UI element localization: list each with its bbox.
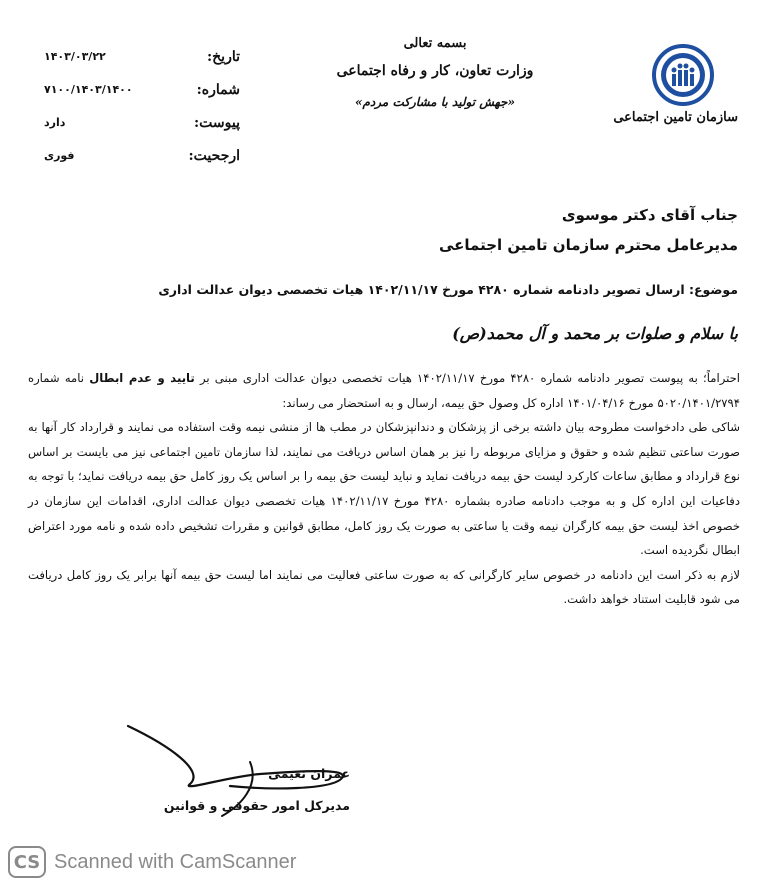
- logo-caption: سازمان تامین اجتماعی: [613, 110, 738, 125]
- date-value: ۱۴۰۳/۰۳/۲۲: [44, 50, 106, 63]
- year-motto: «جهش تولید با مشارکت مردم»: [355, 95, 515, 109]
- recipient-title: مدیرعامل محترم سازمان تامین اجتماعی: [438, 236, 738, 254]
- body-p1-text-b: نامه شماره ۵۰۲۰/۱۴۰۱/۲۷۹۴ مورخ ۱۴۰۱/۰۴/۱۶ اداره کل وصول حق بیمه، ارسال و به استحضار می رساند:: [28, 371, 740, 410]
- signer-name: عمران نعیمی: [268, 766, 350, 781]
- camscanner-watermark: [8, 846, 296, 878]
- bismillah: بسمه تعالی: [403, 36, 467, 51]
- signer-title: مدیرکل امور حقوقی و قوانین: [163, 798, 350, 813]
- greeting: با سلام و صلوات بر محمد و آل محمد(ص): [452, 324, 738, 343]
- meta-date: [40, 40, 240, 73]
- date-label: تاریخ:: [206, 48, 240, 65]
- ministry-heading: [320, 36, 550, 109]
- meta-priority: [40, 139, 240, 172]
- signature-block: [110, 716, 370, 826]
- attachment-value: دارد: [44, 116, 66, 129]
- body-paragraph-2: شاکی طی دادخواست مطروحه بیان داشته برخی از پزشکان و دندانپزشکان در مطب ها از منشی نیمه وقت استفاده می نمایند و قرارداد کار آنها به صورت ساعتی تنظیم شده و حقوق و مزایای مربوطه را نیز بر همان اساس دریافت می نمایند، لذا سازمان تامین اجتماعی نیز می بایست بر اساس نوع قرارداد و مطابق ساعات کارکرد لیست حق بیمه دریافت نماید و نباید لیست حق بیمه را بر اساس یک روز کامل حق بیمه دریافت نماید؛ با توجه به دفاعیات این اداره کل و به موجب دادنامه صادره بشماره ۴۲۸۰ مورخ ۱۴۰۲/۱۱/۱۷ هیات تخصصی دیوان عدالت اداری، اقدامات این سازمان در خصوص اخذ لیست حق بیمه کارگران نیمه وقت یا ساعتی به صورت یک روز کامل، مطابق قوانین و مقررات تشخیص داده شده و نامه مورد اعتراض ابطال نگردیده است.: [28, 420, 740, 558]
- letter-meta: [40, 40, 240, 172]
- ministry-name: وزارت تعاون، کار و رفاه اجتماعی: [336, 63, 534, 79]
- priority-label: ارجحیت:: [188, 147, 240, 164]
- recipient-name: جناب آقای دکتر موسوی: [561, 206, 738, 224]
- body-p1-text-a: احتراماً؛ به پیوست تصویر دادنامه شماره ۴۲۸۰ مورخ ۱۴۰۲/۱۱/۱۷ هیات تخصصی دیوان عدالت اداری مبنی بر: [194, 371, 740, 385]
- number-label: شماره:: [196, 81, 240, 98]
- body-p1-emphasis: تایید و عدم ابطال: [89, 371, 195, 385]
- camscanner-logo-icon: CS: [8, 846, 46, 878]
- number-value: ۷۱۰۰/۱۴۰۳/۱۴۰۰: [44, 83, 133, 96]
- organization-logo: [613, 44, 738, 144]
- tamin-ejtemaei-logo-icon: [652, 44, 714, 106]
- letter-subject: موضوع: ارسال تصویر دادنامه شماره ۴۲۸۰ مورخ ۱۴۰۲/۱۱/۱۷ هیات تخصصی دیوان عدالت اداری: [158, 282, 738, 297]
- meta-attachment: [40, 106, 240, 139]
- body-paragraph-3: لازم به ذکر است این دادنامه در خصوص سایر کارگرانی که به صورت ساعتی فعالیت می نمایند اما لیست حق بیمه آنها برابر یک روز کامل دریافت می شود قابلیت استناد خواهد داشت.: [28, 567, 740, 607]
- meta-number: [40, 73, 240, 106]
- priority-value: فوری: [44, 149, 75, 162]
- recipient-block: [138, 200, 738, 260]
- watermark-text: Scanned with CamScanner: [54, 850, 297, 873]
- body-paragraph-1: [28, 366, 740, 415]
- attachment-label: پیوست:: [194, 114, 240, 131]
- letter-body: [28, 366, 740, 612]
